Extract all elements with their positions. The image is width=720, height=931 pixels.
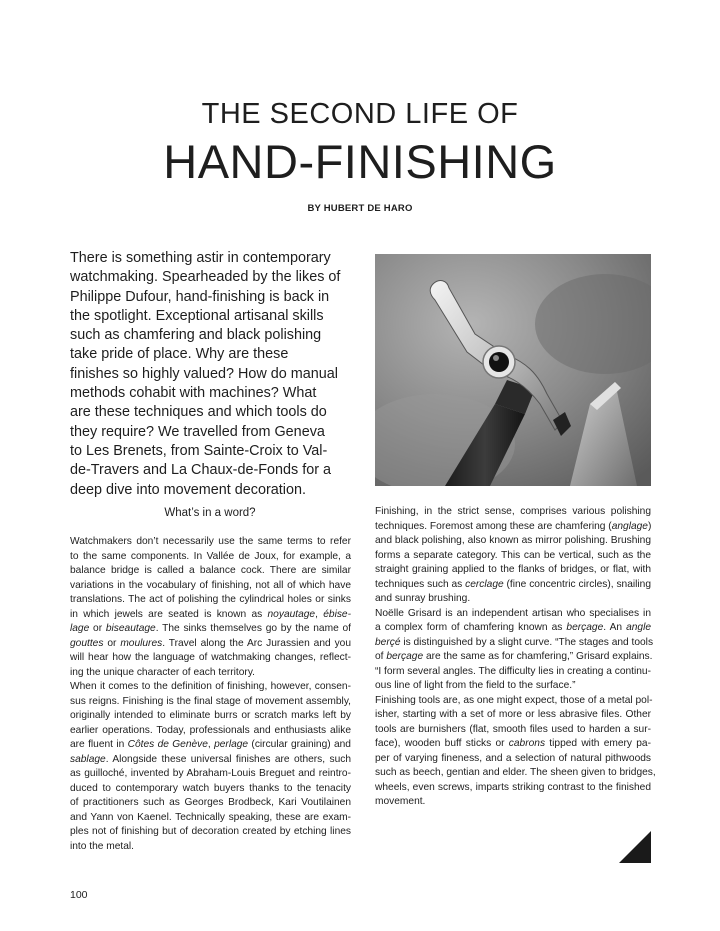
watch-component-photo [375,254,651,486]
paragraph [375,694,656,810]
text-line: translations. The act of polishing the cylindrical holes or sinks [70,594,351,605]
intro-line: are these techniques and which tools do [70,404,327,421]
page-number: 100 [70,889,88,901]
intro-line: There is something astir in contemporary [70,250,331,266]
text-line: face), wooden buff sticks or cabrons tipped with emery pa- [375,738,651,749]
paragraph [375,607,654,694]
text-line: movement. [375,796,426,807]
text-line: in which jewels are seated is known as noyautage, ébise- [70,608,351,620]
corner-triangle-mark [619,831,651,863]
text-line: balance bridge is called a balance cock. There are similar [70,565,351,576]
intro-line: methods cohabit with machines? What [70,385,317,402]
intro-line: they require? We travelled from Geneva [70,423,325,440]
text-line: Finishing, in the strict sense, comprises various polishing [375,506,651,517]
text-line: duced to contemporary watch buyers thanks to the tenacity [70,782,351,794]
byline: BY HUBERT DE HARO [307,203,413,214]
text-line: and black polishing, also known as mirror polishing. Brushing [375,535,651,546]
text-line: and sunray brushing. [375,593,471,604]
paragraph [70,535,351,680]
intro-line: the spotlight. Exceptional artisanal skills [70,307,324,324]
text-line: of practitioners such as Georges Brodbeck, Kari Voutilainen [70,797,351,808]
intro-paragraph [70,249,345,500]
intro-line: Philippe Dufour, hand-finishing is back in [70,288,330,305]
section-subheading: What’s in a word? [164,507,256,519]
intro-line: to Les Brenets, from Sainte-Croix to Val- [70,442,328,459]
text-line: isher, starting with a set of more or less abrasive files. Other [375,709,651,720]
intro-line: watchmaking. Spearheaded by the likes of [70,269,341,286]
text-line: such as beech, gentian and elder. The sheen given to bridges, [375,767,656,778]
text-line: forms a separate category. This can be vertical, such as the [375,549,651,561]
left-text-column [70,535,351,854]
text-line: sus reigns. Finishing is the final stage of movement assembly, [70,695,351,707]
text-line: When it comes to the definition of finishing, however, consen- [70,681,351,692]
text-line: Noëlle Grisard is an independent artisan who specialises in [375,607,651,619]
title-line-2: HAND-FINISHING [163,135,557,188]
text-line: ples not of finishing but of decoration created by etching lines [70,826,351,837]
paragraph [70,680,351,854]
text-line: originally intended to eliminate burrs or scratch marks left by [70,710,351,721]
text-line: techniques such as cerclage (fine concentric circles), snailing [375,578,651,590]
text-line: straight graining applied to the flanks of bridges, or flat, with [375,564,651,575]
text-line: variations in the vocabulary of finishing, not all of which have [70,579,351,591]
text-line: berçé is distinguished by a slight curve. “The stages and tools [375,636,654,648]
intro-line: such as chamfering and black polishing [70,327,322,344]
text-line: will hear how the language of watchmaking changes, reflect- [70,652,351,663]
text-line: ing the unique character of each territory. [70,666,255,678]
text-line: gouttes or moulures. Travel along the Arc Jurassien and you [70,637,351,649]
text-line: a complex form of chamfering known as berçage. An angle [375,622,652,633]
title-line-1: THE SECOND LIFE OF [201,98,519,130]
text-line: lage or biseautage. The sinks themselves go by the name of [70,623,351,634]
paragraph [375,505,651,607]
text-line: techniques. Foremost among these are chamfering (anglage) [375,520,652,532]
text-line: tools are burnishers (flat, smooth files used to harden a sur- [375,723,651,735]
intro-line: de-Travers and La Chaux-de-Fonds for a [70,462,332,479]
intro-line: take pride of place. Why are these [70,346,289,363]
text-line: to the same components. In Vallée de Joux, for example, a [70,550,351,562]
text-line: ous line of light from the field to the surface.” [375,680,576,691]
text-line: as guilloché, invented by Abraham-Louis Breguet and reintro- [70,768,351,779]
text-line: “I form several angles. The difficulty lies in creating a continu- [375,665,651,677]
intro-line: finishes so highly valued? How do manual [70,365,338,382]
text-line: are fluent in Côtes de Genève, perlage (circular graining) and [70,739,351,750]
text-line: of berçage are the same as for chamfering,” Grisard explains. [375,651,653,662]
text-line: earlier operations. Today, professionals and enthusiasts alike [70,724,351,736]
right-text-column [375,505,656,810]
text-line: Watchmakers don’t necessarily use the same terms to refer [70,536,351,547]
text-line: and Yann von Kaenel. Technically speaking, these are exam- [70,811,351,823]
text-line: into the metal. [70,840,134,852]
text-line: Finishing tools are, as one might expect, those of a metal pol- [375,694,653,706]
text-line: per of varying fineness, and a selection of natural pithwoods [375,752,651,764]
text-line: sablage. Alongside these universal finishes are others, such [70,753,351,765]
text-line: wheels, even screws, imparts striking contrast to the finished [375,781,651,793]
balance-bridge-photo [375,254,651,486]
intro-line: deep dive into movement decoration. [70,481,306,498]
